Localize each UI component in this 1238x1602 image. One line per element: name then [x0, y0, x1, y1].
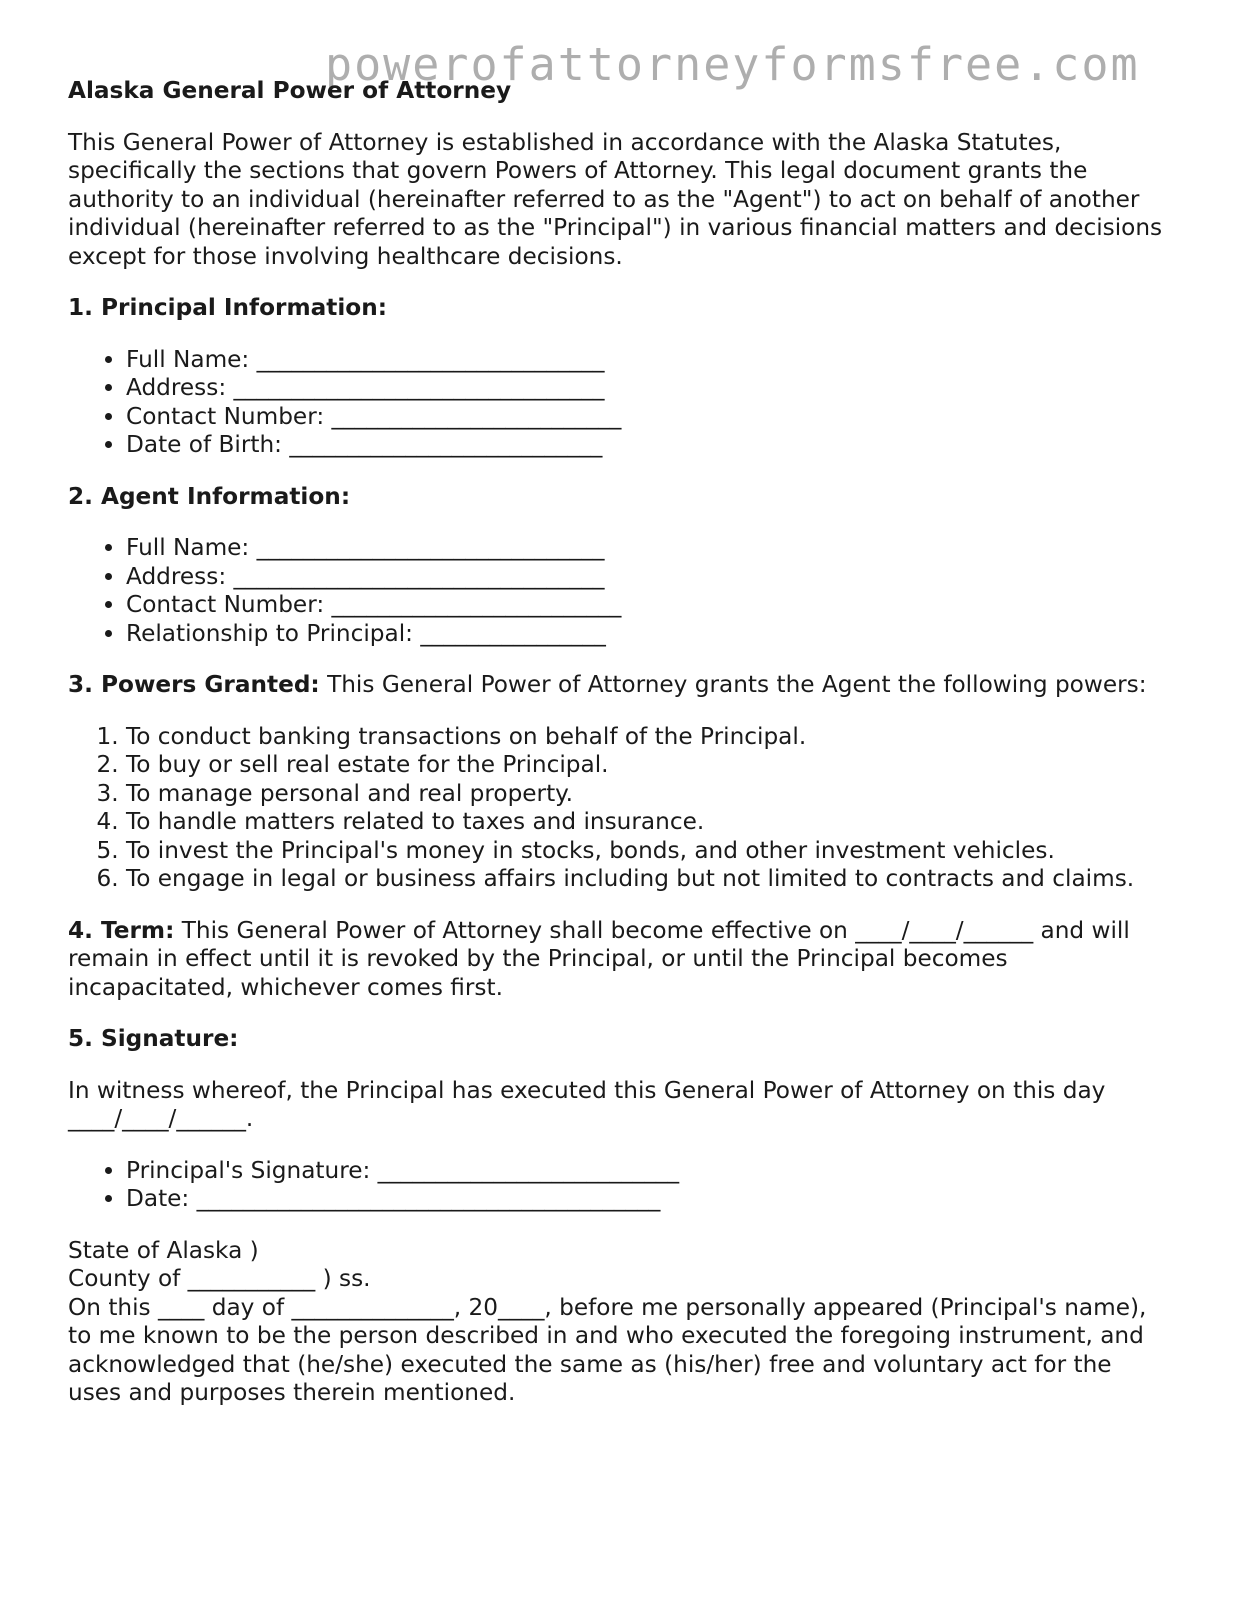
power-item: 6. To engage in legal or business affairs including but not limited to contracts and claims.	[126, 865, 1168, 894]
powers-heading: 3. Powers Granted:	[68, 671, 320, 698]
document	[68, 77, 1168, 1408]
power-item: 4. To handle matters related to taxes and insurance.	[126, 808, 1168, 837]
intro-paragraph: This General Power of Attorney is established in accordance with the Alaska Statutes, specifically the sections that govern Powers of Attorney. This legal document grants the authority to an individual (hereinafter referred to as the "Agent") to act on behalf of another individual (hereinafter referred to as the "Principal") in various financial matters and decisions except for those involving healthcare decisions.	[68, 128, 1163, 270]
document-title: Alaska General Power of Attorney	[68, 77, 512, 104]
principal-date-of-birth-field[interactable]: • Date of Birth: ___________________________	[126, 431, 1168, 460]
principal-full-name-field[interactable]: • Full Name: ______________________________	[126, 346, 1168, 375]
term-text: This General Power of Attorney shall become effective on ____/____/______ and will remain in effect until it is revoked by the Principal, or until the Principal becomes incapacitated, whichever comes first.	[68, 916, 1130, 1001]
signature-section-heading	[68, 1025, 1168, 1054]
powers-text: This General Power of Attorney grants the Agent the following powers:	[319, 671, 1147, 698]
powers-paragraph	[68, 671, 1168, 700]
principal-heading: 1. Principal Information:	[68, 294, 387, 321]
signature-fields-list	[68, 1157, 1168, 1214]
signature-date-field[interactable]: • Date: ________________________________________	[126, 1185, 1168, 1214]
ack-body[interactable]: On this ____ day of ______________, 20____, before me personally appeared (Principal's name), to me known to be the person described in and who executed the foregoing instrument, and acknowledged that (he/she) executed the same as (his/her) free and voluntary act for the uses and purposes therein mentioned.	[68, 1293, 1147, 1406]
term-heading: 4. Term:	[68, 916, 175, 944]
agent-address-field[interactable]: • Address: ________________________________	[126, 563, 1168, 592]
acknowledgment-block	[68, 1237, 1168, 1408]
principal-contact-number-field[interactable]: • Contact Number: _________________________	[126, 403, 1168, 432]
agent-heading: 2. Agent Information:	[68, 482, 351, 510]
principal-address-field[interactable]: • Address: ________________________________	[126, 374, 1168, 403]
ack-county[interactable]: County of ___________ ) ss.	[68, 1265, 371, 1292]
principal-fields-list	[68, 346, 1168, 460]
agent-fields-list	[68, 534, 1168, 648]
principal-signature-field[interactable]: • Principal's Signature: __________________________	[126, 1157, 1168, 1186]
power-item: 3. To manage personal and real property.	[126, 780, 1168, 809]
witness-paragraph[interactable]: In witness whereof, the Principal has executed this General Power of Attorney on this day ____/____/______.	[68, 1076, 1106, 1132]
agent-full-name-field[interactable]: • Full Name: ______________________________	[126, 534, 1168, 563]
power-item: 5. To invest the Principal's money in stocks, bonds, and other investment vehicles.	[126, 837, 1168, 866]
watermark: powerofattorneyformsfree.com	[325, 38, 1140, 91]
principal-section-heading	[68, 294, 1168, 323]
power-item: 1. To conduct banking transactions on behalf of the Principal.	[126, 723, 1168, 752]
agent-contact-number-field[interactable]: • Contact Number: _________________________	[126, 591, 1168, 620]
agent-relationship-field[interactable]: • Relationship to Principal: ________________	[126, 620, 1168, 649]
agent-section-heading	[68, 483, 1168, 512]
ack-state: State of Alaska )	[68, 1236, 259, 1264]
signature-heading: 5. Signature:	[68, 1025, 239, 1052]
power-item: 2. To buy or sell real estate for the Principal.	[126, 751, 1168, 780]
term-paragraph[interactable]	[68, 917, 1168, 1003]
powers-list	[68, 723, 1168, 894]
